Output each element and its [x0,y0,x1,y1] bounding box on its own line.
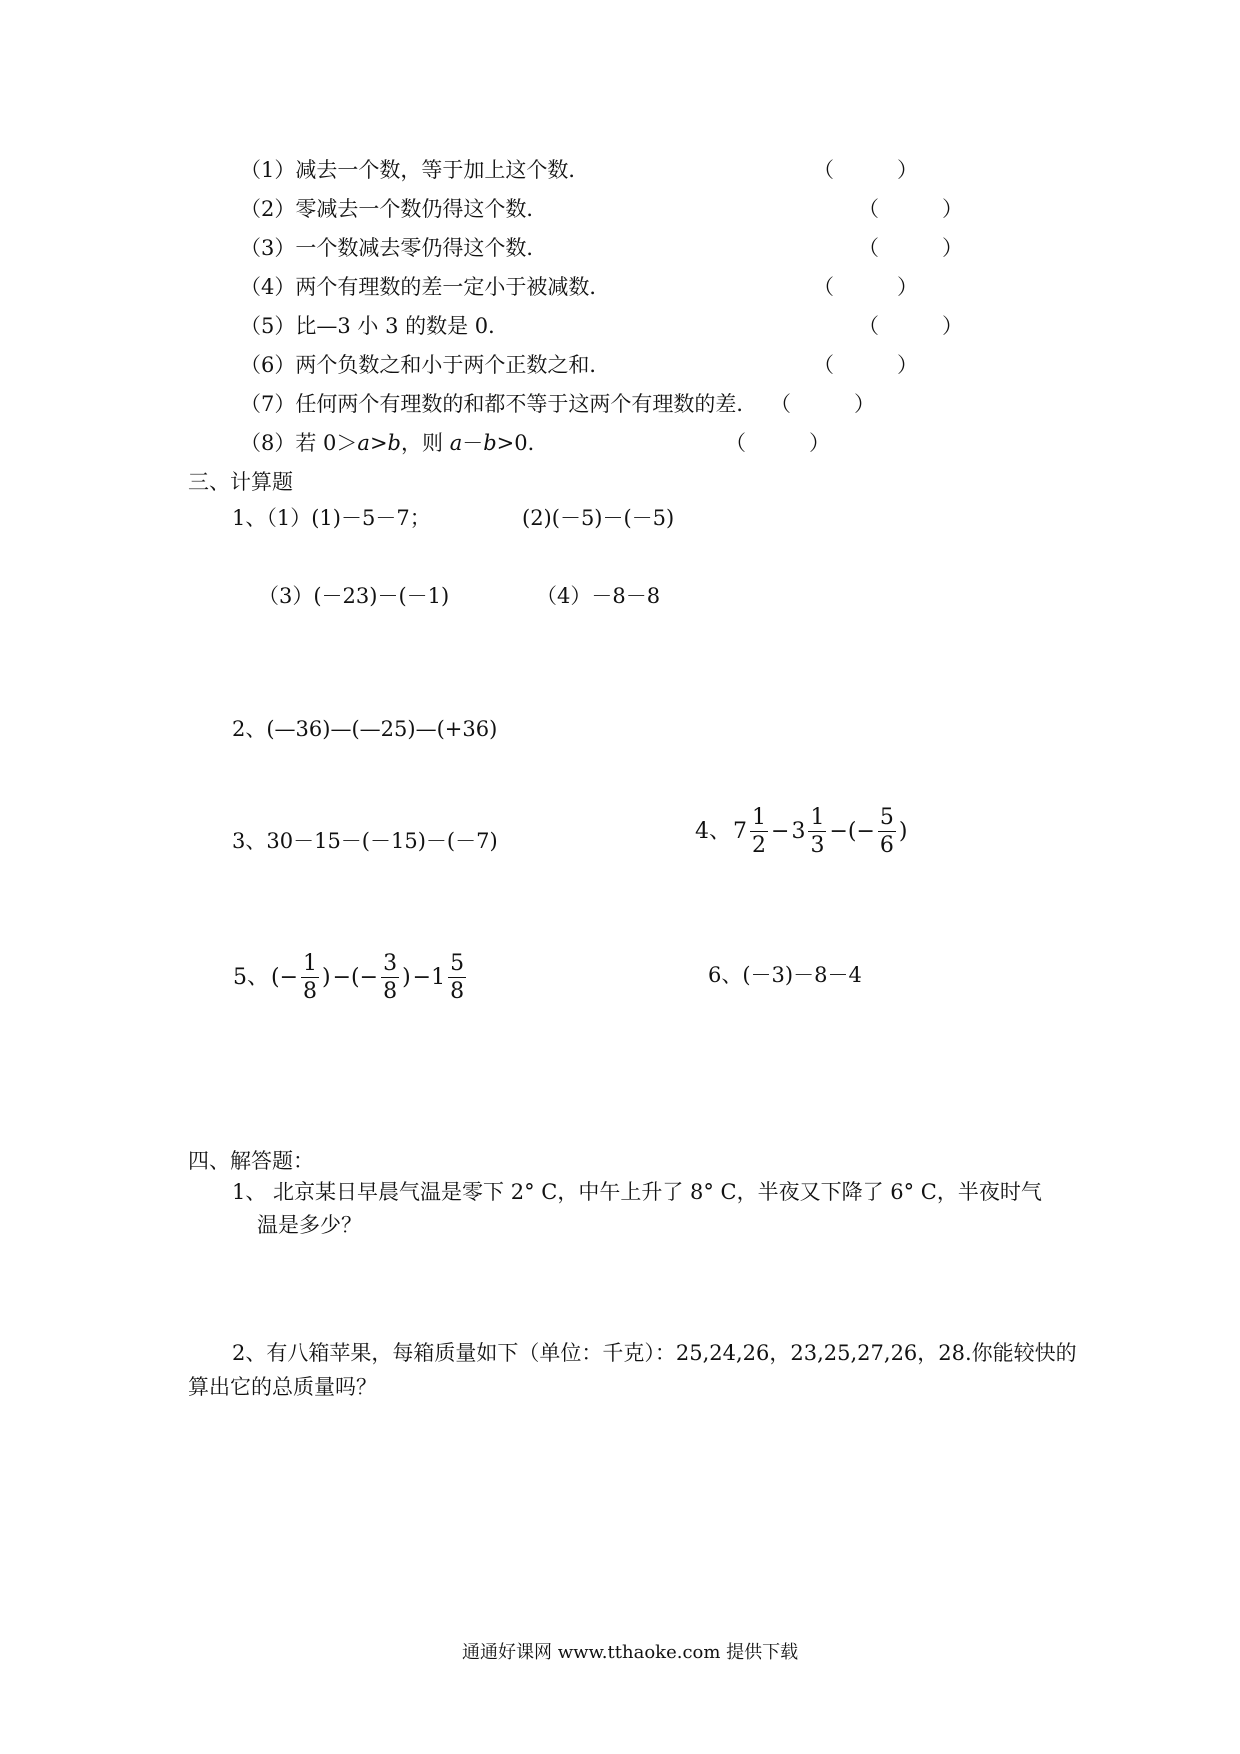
word-problem-1-line-2: 温是多少？ [257,1213,362,1237]
whole-number: 7 [733,818,747,844]
numerator: 1 [808,806,826,832]
judge-item-8-part: （8）若 0＞ [240,431,358,455]
denominator: 2 [752,833,766,859]
judge-item-8 [240,433,549,454]
judge-item-8-part: － [462,431,484,455]
calc-4 [694,806,908,857]
operator: −1 [412,964,446,990]
denominator: 8 [303,979,318,1005]
fraction [750,806,768,857]
answer-paren-7[interactable]: （ ） [770,392,875,416]
judge-item-6: （6）两个负数之和小于两个正数之和． [240,353,611,377]
var-a: a [357,431,370,455]
calc-5 [232,952,468,1003]
numerator: 5 [448,952,466,978]
word-problem-2-line-1: 2、有八箱苹果，每箱质量如下（单位：千克）：25,24,26，23,25,27,26，28.你能较快的 [232,1341,1077,1365]
answer-paren-6[interactable]: （ ） [813,353,918,377]
judge-item-4: （4）两个有理数的差一定小于被减数． [240,275,611,299]
answer-paren-2[interactable]: （ ） [858,197,963,221]
section-3-heading: 三、计算题 [188,470,293,494]
judge-item-5: （5）比—3 小 3 的数是 0． [240,314,510,338]
calc-2: 2、(—36)—(—25)—(+36) [232,717,498,741]
answer-paren-5[interactable]: （ ） [858,314,963,338]
denominator: 6 [879,833,894,859]
answer-paren-3[interactable]: （ ） [858,236,963,260]
fraction [808,806,826,857]
judge-item-8-part: > [369,431,388,455]
operator: −(− [332,964,379,990]
var-b: b [387,431,401,455]
judge-item-7: （7）任何两个有理数的和都不等于这两个有理数的差． [240,392,758,416]
judge-item-8-part: >0． [496,431,549,455]
calc-5-label: 5、 [233,964,269,990]
section-4-heading: 四、解答题： [188,1149,314,1173]
calc-1-4: （4）－8－8 [536,584,661,608]
judge-item-2: （2）零减去一个数仍得这个数． [240,197,548,221]
var-a: a [449,431,463,455]
calc-1-3: （3）(－23)－(－1) [258,584,450,608]
denominator: 3 [810,833,825,859]
answer-paren-8[interactable]: （ ） [725,431,830,455]
denominator: 8 [450,979,465,1005]
closing-paren: ) [402,964,411,990]
calc-3: 3、30－15－(－15)－(－7) [232,829,498,853]
answer-paren-4[interactable]: （ ） [813,275,918,299]
fraction [448,952,466,1003]
judge-item-8-part: ，则 [401,431,450,455]
fraction [301,952,319,1003]
answer-paren-1[interactable]: （ ） [813,158,918,182]
operator: − [771,818,790,844]
numerator: 5 [878,806,896,832]
fraction [878,806,896,857]
operator: −(− [829,818,875,844]
whole-number: 3 [791,818,806,844]
opening-paren: (− [271,964,299,990]
calc-4-label: 4、 [695,818,731,844]
fraction [381,952,399,1003]
word-problem-2-line-2: 算出它的总质量吗？ [188,1375,377,1399]
numerator: 1 [750,806,768,832]
closing-paren: ) [898,818,908,844]
closing-paren: ) [322,964,331,990]
judge-item-1: （1）减去一个数，等于加上这个数． [240,158,590,182]
denominator: 8 [383,979,398,1005]
numerator: 1 [301,952,319,978]
calc-6: 6、(－3)－8－4 [708,963,862,987]
var-b: b [483,431,497,455]
numerator: 3 [381,952,399,978]
calc-1-2: (2)(－5)－(－5) [522,506,675,530]
judge-item-3: （3）一个数减去零仍得这个数． [240,236,548,260]
word-problem-1-line-1: 1、 北京某日早晨气温是零下 2° C，中午上升了 8° C，半夜又下降了 6° C，半夜时气 [232,1180,1042,1204]
calc-1-1: 1、（1）(1)－5－7； [232,506,431,530]
page-footer: 通通好课网 www.tthaoke.com 提供下载 [462,1642,799,1663]
